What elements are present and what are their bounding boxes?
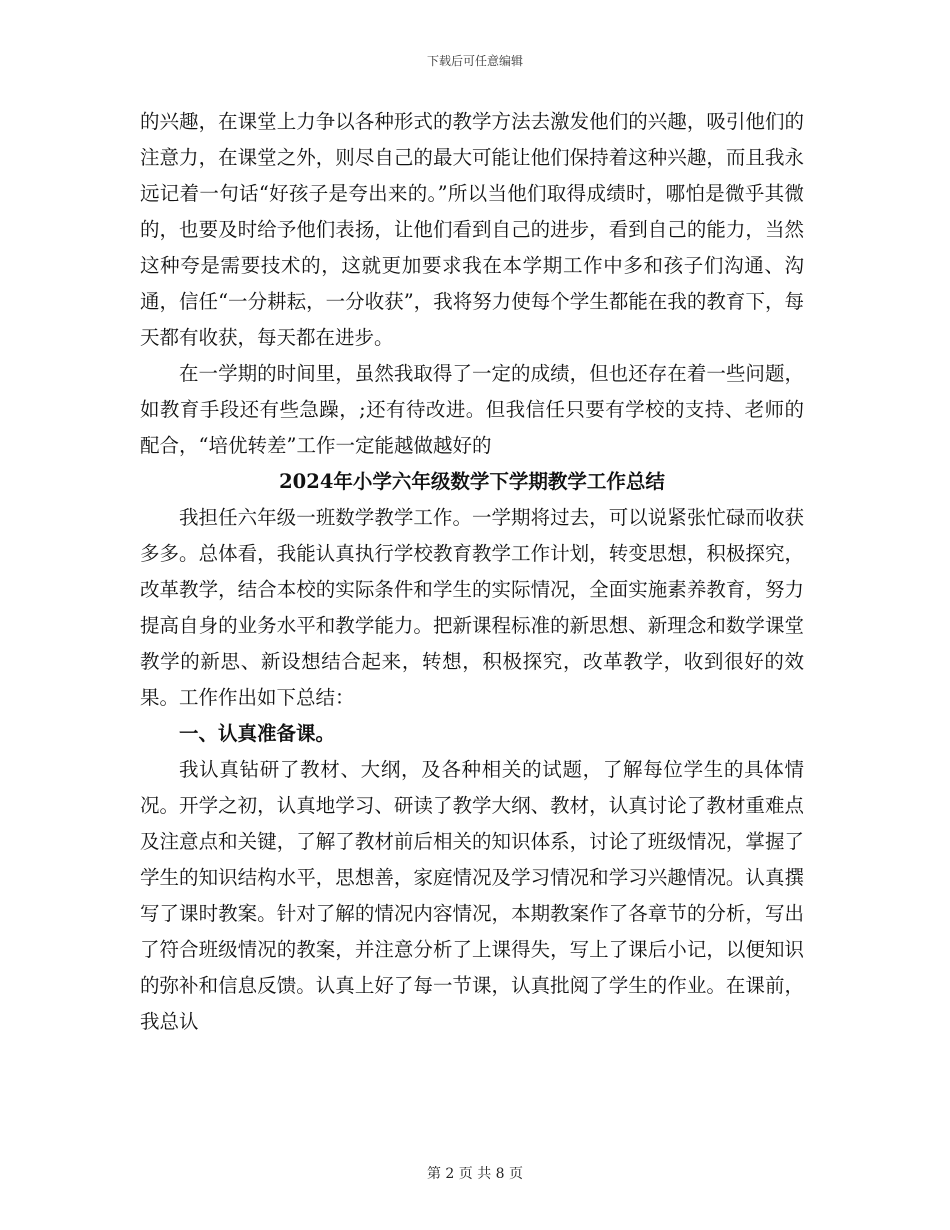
page-footer: 第 2 页 共 8 页: [426, 1166, 524, 1182]
paragraph-1: 的兴趣，在课堂上力争以各种形式的教学方法去激发他们的兴趣，吸引他们的注意力，在课堂之外，则尽自己的最大可能让他们保持着这种兴趣，而且我永远记着一句话“好孩子是夸出来的。”所以当他们取得成绩时，哪怕是微乎其微的，也要及时给予他们表扬，让他们看到自己的进步，看到自己的能力，当然这种夸是需要技术的，这就更加要求我在本学期工作中多和孩子们沟通、沟通，信任“一分耕耘，一分收获”，我将努力使每个学生都能在我的教育下，每天都有收获，每天都在进步。: [140, 110, 804, 349]
paragraph-4: 我认真钻研了教材、大纲，及各种相关的试题，了解每位学生的具体情况。开学之初，认真地学习、研读了教学大纲、教材，认真讨论了教材重难点及注意点和关键，了解了教材前后相关的知识体系，讨论了班级情况，掌握了学生的知识结构水平，思想善，家庭情况及学习情况和学习兴趣情况。认真撰写了课时教案。针对了解的情况内容情况，本期教案作了各章节的分析，写出了符合班级情况的教案，并注意分析了上课得失，写上了课后小记，以便知识的弥补和信息反馈。认真上好了每一节课，认真批阅了学生的作业。在课前，我总认: [140, 758, 804, 1033]
paragraph-2: 在一学期的时间里，虽然我取得了一定的成绩，但也还存在着一些问题，如教育手段还有些急躁，;还有待改进。但我信任只要有学校的支持、老师的配合，“培优转差”工作一定能越做越好的: [140, 362, 804, 457]
section-heading-1: 一、认真准备课。: [179, 722, 336, 745]
section-title: 2024年小学六年级数学下学期教学工作总结: [279, 470, 665, 493]
paragraph-3: 我担任六年级一班数学教学工作。一学期将过去，可以说紧张忙碌而收获多多。总体看，我能认真执行学校教育教学工作计划，转变思想，积极探究，改革教学，结合本校的实际条件和学生的实际情况，全面实施素养教育，努力提高自身的业务水平和教学能力。把新课程标准的新思想、新理念和数学课堂教学的新思、新设想结合起来，转想，积极探究，改革教学，收到很好的效果。工作作出如下总结：: [140, 506, 804, 709]
document-body: [140, 104, 804, 1040]
page-header: 下载后可任意编辑: [426, 54, 523, 68]
